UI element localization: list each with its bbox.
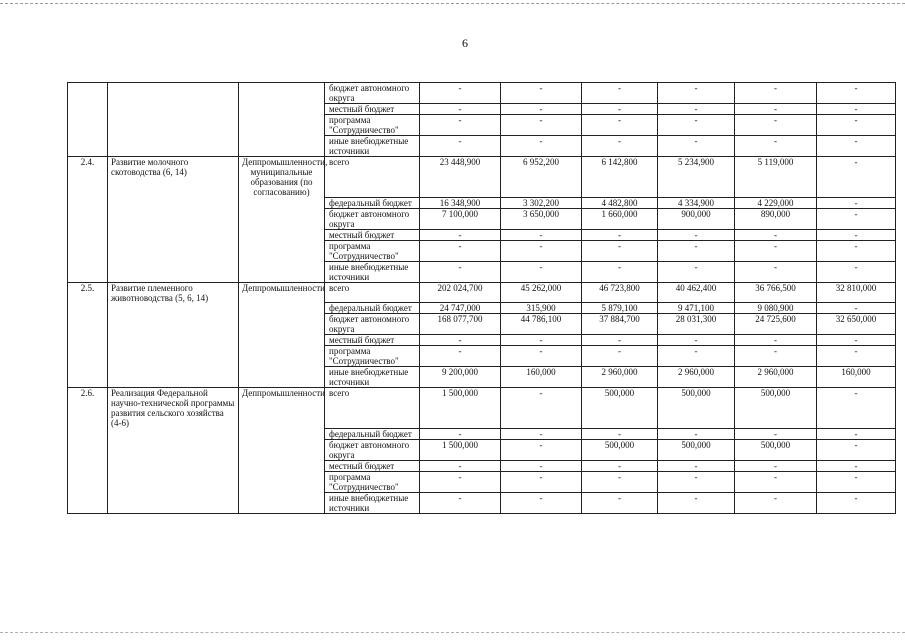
amount-cell: - [501,261,582,282]
executor-cell [239,335,325,346]
table-row [68,388,896,429]
table-row [68,104,896,115]
activity-name-cell [108,492,239,513]
amount-cell: 5 234,900 [658,157,735,198]
amount-cell: 9 200,000 [420,367,501,388]
amount-cell: 44 786,100 [501,314,582,335]
table-row [68,83,896,104]
amount-cell: 5 879,100 [582,303,658,314]
item-number-cell [68,229,108,240]
funding-source-cell: иные внебюджетные источники [325,367,420,388]
amount-cell: - [817,261,896,282]
amount-cell: - [501,492,582,513]
amount-cell: 1 660,000 [582,208,658,229]
amount-cell: - [817,83,896,104]
amount-cell: - [420,240,501,261]
funding-source-cell: бюджет автономного округа [325,314,420,335]
amount-cell: 37 884,700 [582,314,658,335]
amount-cell: - [658,428,735,439]
executor-cell [239,229,325,240]
item-number-cell [68,83,108,104]
funding-source-cell: иные внебюджетные источники [325,261,420,282]
amount-cell: 900,000 [658,208,735,229]
activity-name-cell [108,471,239,492]
executor-cell: Деппромышленности [239,388,325,429]
amount-cell: - [582,492,658,513]
table-row [68,261,896,282]
amount-cell: - [420,471,501,492]
funding-source-cell: федеральный бюджет [325,197,420,208]
amount-cell: - [420,261,501,282]
amount-cell: - [658,471,735,492]
amount-cell: 890,000 [735,208,817,229]
funding-source-cell: программа "Сотрудничество" [325,346,420,367]
amount-cell: - [582,240,658,261]
amount-cell: 24 747,000 [420,303,501,314]
funding-source-cell: федеральный бюджет [325,303,420,314]
amount-cell: - [501,83,582,104]
executor-cell [239,240,325,261]
table-row [68,367,896,388]
amount-cell: - [735,229,817,240]
amount-cell: - [420,136,501,157]
amount-cell: 3 302,200 [501,197,582,208]
table-row [68,197,896,208]
amount-cell: 500,000 [658,388,735,429]
funding-source-cell: всего [325,157,420,198]
executor-cell [239,314,325,335]
amount-cell: - [735,335,817,346]
amount-cell: - [658,240,735,261]
funding-source-cell: местный бюджет [325,229,420,240]
executor-cell [239,346,325,367]
amount-cell: - [817,197,896,208]
item-number-cell [68,335,108,346]
activity-name-cell: Развитие молочного скотоводства (6, 14) [108,157,239,198]
amount-cell: 28 031,300 [658,314,735,335]
item-number-cell [68,346,108,367]
table-row [68,303,896,314]
amount-cell: - [817,104,896,115]
executor-cell [239,471,325,492]
amount-cell: - [817,492,896,513]
page-number: 6 [462,36,468,50]
amount-cell: 4 334,900 [658,197,735,208]
item-number-cell [68,261,108,282]
amount-cell: 168 077,700 [420,314,501,335]
amount-cell: 23 448,900 [420,157,501,198]
amount-cell: - [735,346,817,367]
amount-cell: - [817,428,896,439]
amount-cell: 9 080,900 [735,303,817,314]
item-number-cell [68,303,108,314]
amount-cell: - [817,388,896,429]
amount-cell: - [817,460,896,471]
amount-cell: 500,000 [658,439,735,460]
amount-cell: 4 482,800 [582,197,658,208]
budget-table [67,82,896,514]
amount-cell: - [817,136,896,157]
amount-cell: - [501,460,582,471]
amount-cell: - [735,240,817,261]
amount-cell: 500,000 [735,388,817,429]
amount-cell: - [420,335,501,346]
activity-name-cell: Развитие племенного животноводства (5, 6, 14) [108,282,239,303]
amount-cell: 45 262,000 [501,282,582,303]
funding-source-cell: бюджет автономного округа [325,83,420,104]
amount-cell: - [582,471,658,492]
executor-cell [239,115,325,136]
table-row [68,240,896,261]
amount-cell: 4 229,000 [735,197,817,208]
table-row [68,428,896,439]
executor-cell [239,428,325,439]
amount-cell: - [658,346,735,367]
activity-name-cell [108,115,239,136]
amount-cell: 32 650,000 [817,314,896,335]
activity-name-cell [108,460,239,471]
amount-cell: - [735,104,817,115]
amount-cell: 24 725,600 [735,314,817,335]
amount-cell: - [420,229,501,240]
amount-cell: - [501,346,582,367]
executor-cell [239,208,325,229]
funding-source-cell: бюджет автономного округа [325,208,420,229]
activity-name-cell [108,104,239,115]
amount-cell: 500,000 [582,388,658,429]
executor-cell [239,460,325,471]
scan-edge-top [0,3,905,4]
amount-cell: 3 650,000 [501,208,582,229]
activity-name-cell [108,240,239,261]
amount-cell: - [735,492,817,513]
amount-cell: - [582,83,658,104]
amount-cell: - [582,229,658,240]
funding-source-cell: всего [325,388,420,429]
funding-source-cell: иные внебюджетные источники [325,136,420,157]
item-number-cell [68,460,108,471]
amount-cell: - [817,208,896,229]
executor-cell [239,492,325,513]
amount-cell: - [501,471,582,492]
executor-cell [239,367,325,388]
item-number-cell [68,428,108,439]
amount-cell: - [817,335,896,346]
amount-cell: - [735,115,817,136]
amount-cell: - [658,83,735,104]
item-number-cell [68,115,108,136]
amount-cell: - [501,439,582,460]
executor-cell [239,439,325,460]
table-row [68,115,896,136]
amount-cell: - [817,303,896,314]
activity-name-cell [108,208,239,229]
amount-cell: - [420,115,501,136]
executor-cell: Деппромышленности [239,282,325,303]
amount-cell: - [658,229,735,240]
executor-cell [239,303,325,314]
funding-source-cell: программа "Сотрудничество" [325,115,420,136]
amount-cell: - [420,346,501,367]
item-number-cell [68,197,108,208]
executor-cell [239,197,325,208]
amount-cell: - [735,471,817,492]
amount-cell: - [501,388,582,429]
amount-cell: 2 960,000 [658,367,735,388]
activity-name-cell [108,367,239,388]
executor-cell [239,136,325,157]
table-row [68,460,896,471]
amount-cell: 9 471,100 [658,303,735,314]
table-row [68,136,896,157]
item-number-cell: 2.5. [68,282,108,303]
item-number-cell [68,439,108,460]
activity-name-cell [108,314,239,335]
amount-cell: - [582,335,658,346]
amount-cell: 6 952,200 [501,157,582,198]
amount-cell: - [582,460,658,471]
amount-cell: 500,000 [582,439,658,460]
amount-cell: - [582,115,658,136]
amount-cell: - [501,229,582,240]
amount-cell: - [817,157,896,198]
amount-cell: - [817,439,896,460]
funding-source-cell: программа "Сотрудничество" [325,471,420,492]
activity-name-cell [108,83,239,104]
amount-cell: - [420,428,501,439]
amount-cell: 2 960,000 [582,367,658,388]
funding-source-cell: бюджет автономного округа [325,439,420,460]
amount-cell: 7 100,000 [420,208,501,229]
activity-name-cell [108,428,239,439]
amount-cell: 202 024,700 [420,282,501,303]
funding-source-cell: иные внебюджетные источники [325,492,420,513]
amount-cell: 2 960,000 [735,367,817,388]
item-number-cell [68,314,108,335]
amount-cell: - [582,104,658,115]
amount-cell: - [420,492,501,513]
table-row [68,335,896,346]
amount-cell: - [735,136,817,157]
amount-cell: - [501,240,582,261]
item-number-cell [68,208,108,229]
activity-name-cell [108,229,239,240]
amount-cell: - [658,492,735,513]
item-number-cell [68,136,108,157]
activity-name-cell: Реализация Федеральной научно-технической программы развития сельского хозяйства (4-6) [108,388,239,429]
item-number-cell [68,104,108,115]
amount-cell: 315,900 [501,303,582,314]
item-number-cell [68,367,108,388]
table-row [68,346,896,367]
funding-source-cell: местный бюджет [325,335,420,346]
amount-cell: - [501,136,582,157]
amount-cell: - [658,104,735,115]
amount-cell: - [501,428,582,439]
funding-source-cell: местный бюджет [325,104,420,115]
amount-cell: - [658,115,735,136]
amount-cell: 46 723,800 [582,282,658,303]
amount-cell: 5 119,000 [735,157,817,198]
item-number-cell [68,492,108,513]
executor-cell [239,83,325,104]
table-row [68,492,896,513]
amount-cell: - [658,335,735,346]
item-number-cell [68,240,108,261]
amount-cell: - [658,261,735,282]
amount-cell: 1 500,000 [420,388,501,429]
amount-cell: - [582,428,658,439]
amount-cell: 160,000 [501,367,582,388]
activity-name-cell [108,197,239,208]
amount-cell: - [658,136,735,157]
amount-cell: - [420,104,501,115]
amount-cell: - [420,83,501,104]
amount-cell: - [501,104,582,115]
amount-cell: - [582,136,658,157]
amount-cell: - [582,261,658,282]
funding-source-cell: программа "Сотрудничество" [325,240,420,261]
amount-cell: - [817,346,896,367]
activity-name-cell [108,136,239,157]
activity-name-cell [108,346,239,367]
amount-cell: - [735,261,817,282]
funding-source-cell: всего [325,282,420,303]
funding-source-cell: местный бюджет [325,460,420,471]
table-row [68,229,896,240]
item-number-cell: 2.4. [68,157,108,198]
amount-cell: 36 766,500 [735,282,817,303]
activity-name-cell [108,261,239,282]
table-row [68,282,896,303]
amount-cell: - [658,460,735,471]
funding-source-cell: федеральный бюджет [325,428,420,439]
item-number-cell: 2.6. [68,388,108,429]
activity-name-cell [108,335,239,346]
table-row [68,439,896,460]
executor-cell [239,261,325,282]
amount-cell: 6 142,800 [582,157,658,198]
scan-edge-bottom [0,632,905,633]
amount-cell: 500,000 [735,439,817,460]
amount-cell: - [817,240,896,261]
amount-cell: - [735,460,817,471]
table-row [68,157,896,198]
amount-cell: - [501,335,582,346]
table-row [68,471,896,492]
amount-cell: 40 462,400 [658,282,735,303]
amount-cell: - [582,346,658,367]
amount-cell: - [735,83,817,104]
executor-cell [239,104,325,115]
amount-cell: - [817,115,896,136]
amount-cell: - [817,229,896,240]
item-number-cell [68,471,108,492]
table-row [68,208,896,229]
amount-cell: 1 500,000 [420,439,501,460]
amount-cell: - [735,428,817,439]
table-row [68,314,896,335]
amount-cell: 32 810,000 [817,282,896,303]
amount-cell: 160,000 [817,367,896,388]
activity-name-cell [108,303,239,314]
amount-cell: 16 348,900 [420,197,501,208]
amount-cell: - [420,460,501,471]
amount-cell: - [817,471,896,492]
activity-name-cell [108,439,239,460]
amount-cell: - [501,115,582,136]
executor-cell: Деппромышленности, муниципальные образования (по согласованию) [239,157,325,198]
